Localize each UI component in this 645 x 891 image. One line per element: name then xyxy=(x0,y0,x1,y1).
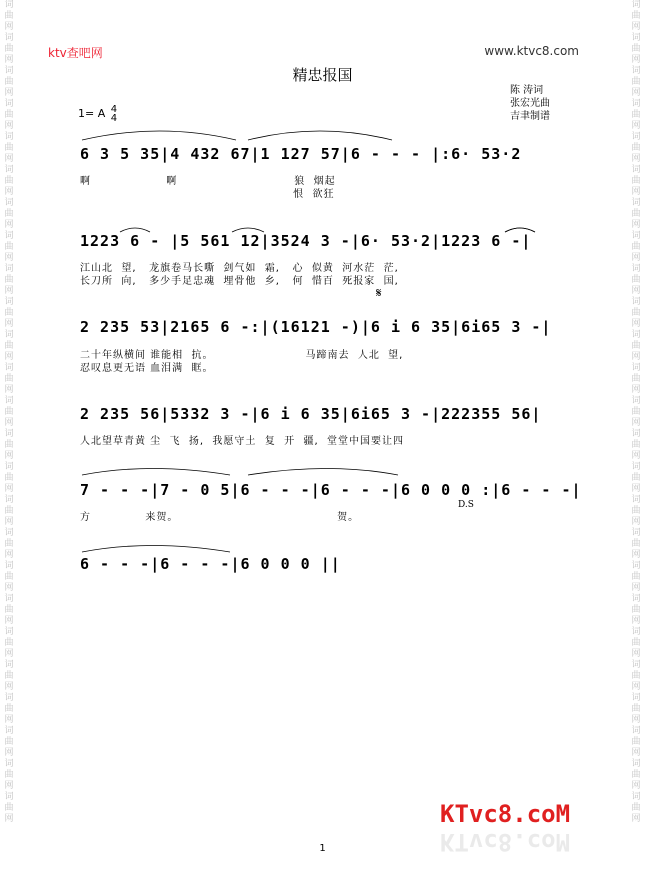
music-line-5: 7 - - -|7 - 0 5|6 - - -|6 - - -|6 0 0 0 :|6 - - -| xyxy=(80,481,582,499)
song-title: 精忠报国 xyxy=(292,66,353,84)
lyric-line-5: 方 来贺。 贺。 xyxy=(80,512,360,523)
music-line-1: 6 3 5 35|4 432 67|1 127 57|6 - - - |:6· 53·2 xyxy=(80,145,522,163)
lyric-line-1b: 恨 欲狂 xyxy=(80,189,335,200)
lyric-line-3a: 二十年纵横间 谁能相 抗。 马蹄南去 人北 望, xyxy=(80,350,404,361)
site-url[interactable]: www.ktvc8.com xyxy=(484,44,579,58)
time-unit: 4 xyxy=(110,113,118,124)
lyricist: 陈 涛词 xyxy=(510,85,544,96)
engraver: 吉聿制谱 xyxy=(510,111,550,122)
lyric-line-2a: 江山北 望, 龙旗卷马长嘶 剑气如 霜, 心 似黄 河水茫 茫, xyxy=(80,263,399,274)
watermark-right: 词曲网词曲网词曲网词曲网词曲网词曲网词曲网词曲网词曲网词曲网词曲网词曲网词曲网词曲网词曲网词曲网词曲网词曲网词曲网词曲网词曲网词曲网词曲网词曲网词曲网 xyxy=(631,0,641,824)
composer: 张宏光曲 xyxy=(510,98,550,109)
site-logo[interactable]: KTvc8.coM xyxy=(440,800,571,828)
key-label: 1= A xyxy=(78,107,106,120)
lyric-line-4: 人北望草青黄 尘 飞 扬, 我愿守土 复 开 疆, 堂堂中国要让四 xyxy=(80,436,405,447)
music-line-6: 6 - - -|6 - - -|6 0 0 0 || xyxy=(80,555,341,573)
time-beats: 4 xyxy=(110,104,118,115)
site-brand[interactable]: ktv查吧网 xyxy=(48,46,103,60)
music-line-2: 1223 6 - |5 561 12|3524 3 -|6· 53·2|1223 6 -| xyxy=(80,232,532,250)
ds-mark: D.S xyxy=(458,500,474,510)
site-logo-reflection: KTvc8.coM xyxy=(440,828,571,856)
segno-mark: 𝄋 xyxy=(376,286,382,301)
lyric-line-1a: 啊 啊 狼 烟起 xyxy=(80,176,336,187)
page-number: 1 xyxy=(319,843,326,854)
music-line-4: 2 235 56|5332 3 -|6 i 6 35|6i65 3 -|222355 56| xyxy=(80,405,542,423)
music-line-3: 2 235 53|2165 6 -:|(16121 -)|6 i 6 35|6i65 3 -| xyxy=(80,318,552,336)
lyric-line-2b: 长刀所 向, 多少手足忠魂 埋骨他 乡, 何 惜百 死报家 国, xyxy=(80,276,399,287)
lyric-line-3b: 忍叹息更无语 血泪满 眶。 xyxy=(80,363,214,374)
watermark-left: 词曲网词曲网词曲网词曲网词曲网词曲网词曲网词曲网词曲网词曲网词曲网词曲网词曲网词曲网词曲网词曲网词曲网词曲网词曲网词曲网词曲网词曲网词曲网词曲网词曲网 xyxy=(4,0,14,824)
